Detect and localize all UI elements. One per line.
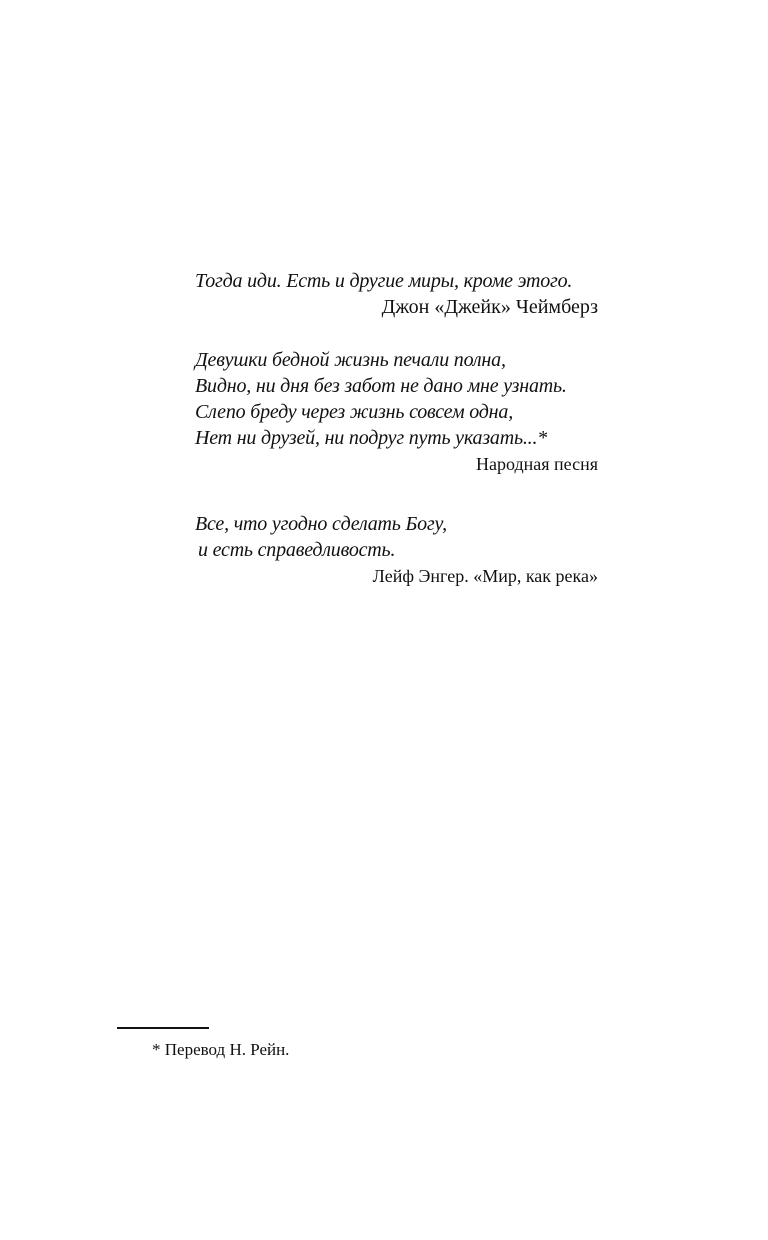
epigraph-line: Тогда иди. Есть и другие миры, кроме этого. bbox=[195, 270, 573, 292]
epigraph-attribution: Народная песня bbox=[475, 454, 598, 474]
epigraph-line: Видно, ни дня без забот не дано мне узнать. bbox=[195, 375, 567, 397]
epigraph-line: Все, что угодно сделать Богу, bbox=[195, 513, 447, 535]
epigraph-line: Слепо бреду через жизнь совсем одна, bbox=[195, 401, 513, 423]
epigraph-line: Девушки бедной жизнь печали полна, bbox=[195, 349, 506, 371]
epigraph-2 bbox=[195, 347, 605, 477]
epigraph-attribution: Лейф Энгер. «Мир, как река» bbox=[372, 566, 598, 586]
footnote-text: * Перевод Н. Рейн. bbox=[152, 1040, 290, 1059]
epigraph-1 bbox=[195, 268, 605, 320]
epigraph-3 bbox=[195, 511, 605, 589]
epigraph-line: и есть справедливость. bbox=[198, 539, 396, 561]
footnote-divider bbox=[117, 1027, 209, 1029]
epigraph-line: Нет ни друзей, ни подруг путь указать...* bbox=[195, 427, 548, 449]
epigraph-attribution: Джон «Джейк» Чеймберз bbox=[381, 296, 598, 318]
